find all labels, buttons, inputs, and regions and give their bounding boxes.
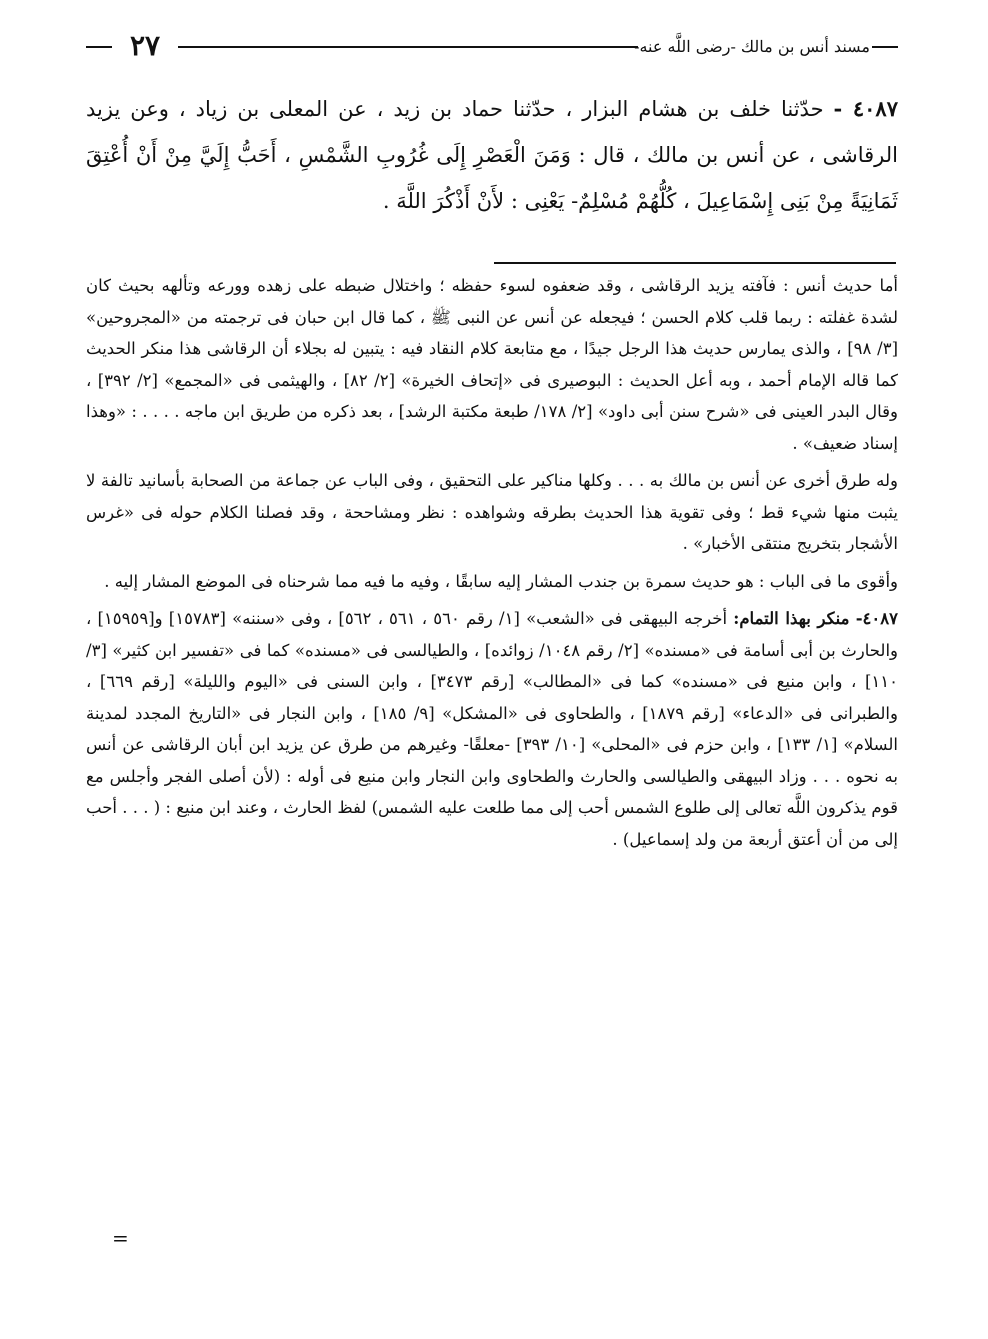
footnote-separator [494, 262, 896, 264]
header-rule [872, 46, 898, 48]
footnote-paragraph: وله طرق أخرى عن أنس بن مالك به . . . وكلها مناكير على التحقيق ، وفى الباب عن جماعة من الصحابة بأسانيد تالفة لا يثبت منها شيء قط ؛ وفى تقوية هذا الحديث بطرقه وشواهده : نظر ومشاححة ، وقد فصلنا الكلام حوله فى «غرس الأشجار بتخريج منتقى الأخبار» . [86, 471, 898, 553]
page-number: ٢٧ [129, 29, 161, 62]
hadith-isnad: حدّثنا خلف بن هشام البزار ، حدّثنا حماد بن زيد ، عن المعلى بن زياد ، وعن يزيد الرقاشى ، عن أنس بن مالك ، قال : [86, 97, 898, 167]
takhrij-paragraph [86, 603, 898, 855]
running-title: مسند أنس بن مالك -رضى اللَّه عنه- [634, 37, 870, 56]
footnote-paragraph: وأقوى ما فى الباب : هو حديث سمرة بن جندب المشار إليه سابقًا ، وفيه ما فيه مما شرحناه فى الموضع المشار إليه . [104, 571, 898, 591]
takhrij-verdict: منكر بهذا التمام: [733, 609, 850, 628]
footnote-paragraph: أما حديث أنس : فآفته يزيد الرقاشى ، وقد ضعفوه لسوء حفظه ؛ واختلال ضبطه على زهده وورعه وتألهه بحيث كان لشدة غفلته : ربما قلب كلام الحسن ؛ فيجعله عن أنس عن النبى ﷺ ، كما قال ابن حبان فى ترجمته من «المجروحين» [٣/ ٩٨] ، والذى يمارس حديث هذا الرجل جيدًا ، مع متابعة كلام النقاد فيه : يتبين له بجلاء أن الرقاشى هذا منكر الحديث كما قاله الإمام أحمد ، وبه أعل الحديث : البوصيرى فى «إتحاف الخيرة» [٢/ ٨٢] ، والهيثمى فى «المجمع» [٢/ ٣٩٢] ، وقال البدر العينى فى «شرح سنن أبى داود» [٢/ ١٧٨/ طبعة مكتبة الرشد] ، بعد ذكره من طريق ابن ماجه . . . . : «وهذا إسناد ضعيف» . [86, 276, 898, 453]
takhrij-number: ٤٠٨٧- [855, 609, 898, 628]
takhrij-text: أخرجه البيهقى فى «الشعب» [١/ رقم ٥٦٠ ، ٥٦١ ، ٥٦٢] ، وفى «سننه» [١٥٧٨٣] و[١٥٩٥٩] ، والحارث بن أبى أسامة فى «مسنده» [٢/ رقم ١٠٤٨/ زوائده] ، والطيالسى فى «مسنده» كما فى «تفسير ابن كثير» [٣/ ١١٠] ، وابن منيع فى «مسنده» كما فى «المطالب» [رقم ٣٤٧٣] ، وابن السنى فى «اليوم والليلة» [رقم ٦٦٩] ، والطبرانى فى «الدعاء» [رقم ١٨٧٩] ، والطحاوى فى «المشكل» [٩/ ١٨٥] ، وابن النجار فى «التاريخ المجدد لمدينة السلام» [١/ ١٣٣] ، وابن حزم فى «المحلى» [١٠/ ٣٩٣] -معلقًا- وغيرهم من طرق عن يزيد ابن أبان الرقاشى عن أنس به نحوه . . . وزاد البيهقى والطيالسى والحارث والطحاوى وابن النجار وابن منيع فى أوله : (لأن أصلى الفجر وأجلس مع قوم يذكرون اللَّه تعالى إلى طلوع الشمس أحب إلى مما طلعت عليه الشمس) لفظ الحارث ، وعند ابن منيع : ( . . . أحب إلى من أن أعتق أربعة من ولد إسماعيل) . [86, 609, 898, 849]
page-header [86, 28, 898, 64]
hadith-number: ٤٠٨٧ - [833, 96, 898, 121]
header-rule [178, 46, 638, 48]
header-rule [86, 46, 112, 48]
footnotes [86, 270, 898, 859]
continuation-mark: = [112, 1226, 129, 1250]
hadith-text [86, 86, 898, 224]
hadith-matn: وَمَنَ الْعَصْرِ إِلَى غُرُوبِ الشَّمْسِ ، أَحَبُّ إِلَيَّ مِنْ أَنْ أُعْتِقَ ثَمَانِيَةً مِنْ بَنِى إِسْمَاعِيلَ ، كُلُّهُمْ مُسْلِمٌ- يَعْنِى : لأَنْ أَذْكُرَ اللَّهَ . [86, 143, 898, 213]
